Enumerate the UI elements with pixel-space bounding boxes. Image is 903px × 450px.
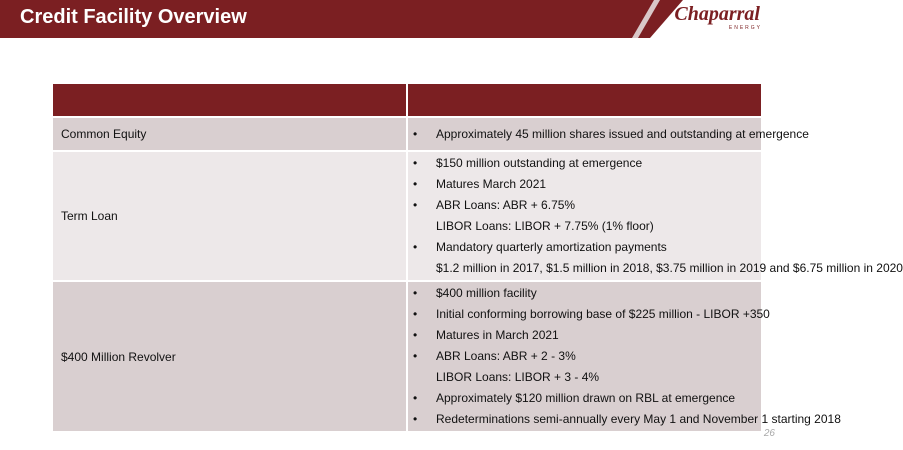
bullet: • (413, 286, 418, 300)
list-item: • $150 million outstanding at emergence (413, 153, 760, 174)
bullet: • (413, 177, 418, 191)
company-logo-subtitle: ENERGY (728, 25, 762, 31)
table-header-row (53, 84, 761, 117)
company-logo: Chaparral (674, 3, 760, 25)
list-item: • ABR Loans: ABR + 6.75% (413, 195, 760, 216)
list-item: • Approximately 45 million shares issued and outstanding at emergence (413, 124, 760, 145)
bullet: • (413, 412, 418, 426)
list-item: • Initial conforming borrowing base of $225 million - LIBOR +350 (413, 304, 760, 325)
row-details (407, 281, 841, 431)
list-subitem: $1.2 million in 2017, $1.5 million in 2018, $3.75 million in 2019 and $6.75 million in 2020 (436, 261, 903, 275)
list-item: • Matures March 2021 (413, 174, 760, 195)
list-item: • ABR Loans: ABR + 2 - 3% (413, 346, 760, 367)
page-title: Credit Facility Overview (20, 6, 247, 28)
table-row (53, 117, 761, 151)
credit-facility-table (53, 84, 903, 431)
bullet: • (413, 328, 418, 342)
row-details (407, 117, 809, 151)
row-details (407, 151, 903, 281)
list-item: • Approximately $120 million drawn on RBL at emergence (413, 388, 760, 409)
bullet: • (413, 240, 418, 254)
list-subitem: LIBOR Loans: LIBOR + 3 - 4% (436, 370, 600, 384)
bullet: • (413, 126, 418, 141)
bullet: • (413, 391, 418, 405)
bullet: • (413, 349, 418, 363)
row-label: Term Loan (53, 151, 407, 281)
bullet: • (413, 307, 418, 321)
list-item: • Mandatory quarterly amortization payments (413, 237, 760, 258)
list-subitem: LIBOR Loans: LIBOR + 7.75% (1% floor) (436, 219, 654, 233)
header-cell (53, 84, 407, 117)
table-row (53, 151, 761, 281)
list-item: • Matures in March 2021 (413, 325, 760, 346)
row-label: $400 Million Revolver (53, 281, 407, 431)
table-row (53, 281, 761, 431)
bullet: • (413, 156, 418, 170)
header-cell (407, 84, 761, 117)
row-label: Common Equity (53, 117, 407, 151)
page-number: 26 (763, 428, 775, 439)
bullet: • (413, 198, 418, 212)
list-item: • $400 million facility (413, 283, 760, 304)
list-item: • Redeterminations semi-annually every May 1 and November 1 starting 2018 (413, 409, 760, 430)
